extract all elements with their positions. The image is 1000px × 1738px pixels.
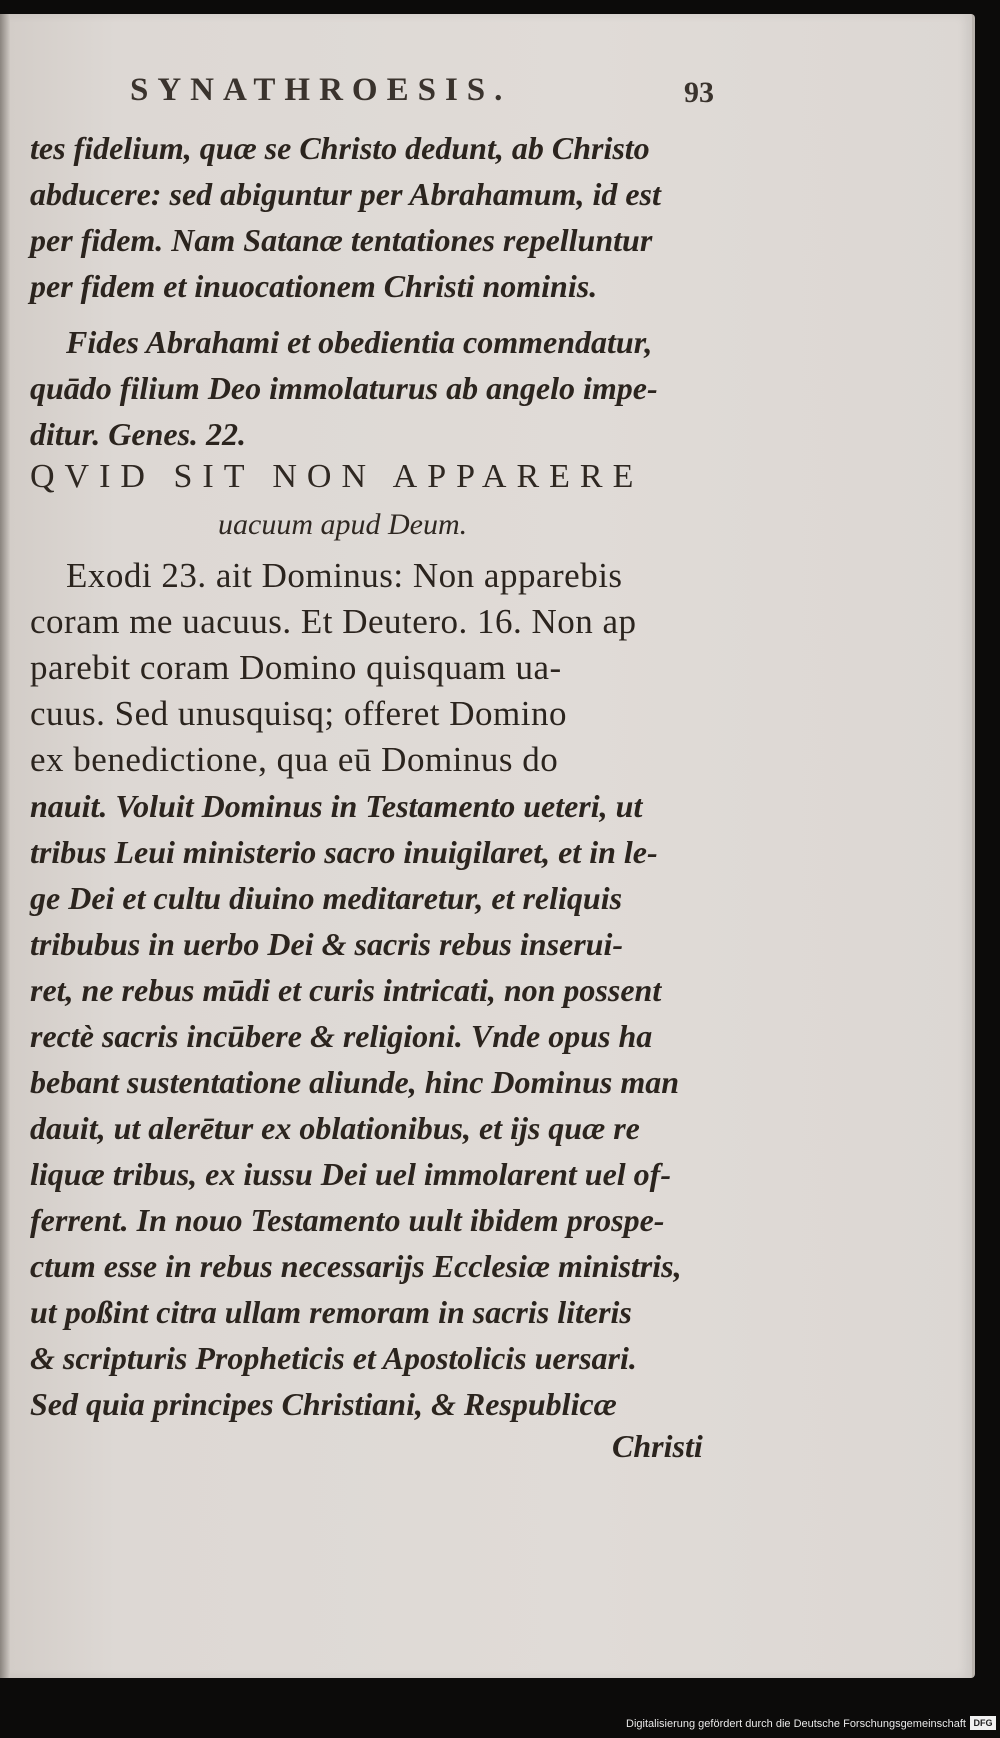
- page-gutter: [0, 14, 10, 1678]
- text-line: per fidem et inuocationem Christi nominis.: [30, 268, 598, 304]
- text-line: & scripturis Propheticis et Apostolicis uersari.: [30, 1340, 637, 1376]
- text-line: parebit coram Domino quisquam ua-: [30, 648, 562, 687]
- text-line: ut poßint citra ullam remoram in sacris literis: [30, 1294, 632, 1330]
- text-line: dauit, ut alerētur ex oblationibus, et ijs quæ re: [30, 1110, 640, 1146]
- text-line: cuus. Sed unusquisq; offeret Domino: [30, 694, 567, 733]
- funding-note: Digitalisierung gefördert durch die Deutsche Forschungsgemeinschaft: [626, 1718, 966, 1730]
- dfg-logo: DFG: [970, 1716, 996, 1730]
- text-line: Fides Abrahami et obedientia commendatur,: [66, 324, 653, 360]
- text-line: ctum esse in rebus necessarijs Ecclesiæ ministris,: [30, 1248, 682, 1284]
- running-head: SYNATHROESIS.: [130, 72, 512, 108]
- text-line: Sed quia principes Christiani, & Respublicæ: [30, 1386, 617, 1422]
- text-line: rectè sacris incūbere & religioni. Vnde opus ha: [30, 1018, 653, 1054]
- page-number: 93: [684, 76, 714, 109]
- text-line: per fidem. Nam Satanæ tentationes repelluntur: [30, 222, 653, 258]
- text-line: nauit. Voluit Dominus in Testamento ueteri, ut: [30, 788, 643, 824]
- text-line: tes fidelium, quæ se Christo dedunt, ab Christo: [30, 130, 650, 166]
- text-line: tribubus in uerbo Dei & sacris rebus inserui-: [30, 926, 624, 962]
- section-subheading: uacuum apud Deum.: [218, 508, 468, 541]
- text-line: ditur. Genes. 22.: [30, 416, 247, 452]
- text-line: liquæ tribus, ex iussu Dei uel immolarent uel of-: [30, 1156, 671, 1192]
- text-line: Exodi 23. ait Dominus: Non apparebis: [66, 556, 623, 595]
- text-line: bebant sustentatione aliunde, hinc Dominus man: [30, 1064, 680, 1100]
- catchword: Christi: [612, 1428, 703, 1464]
- text-line: coram me uacuus. Et Deutero. 16. Non ap: [30, 602, 637, 641]
- text-line: tribus Leui ministerio sacro inuigilaret, et in le-: [30, 834, 658, 870]
- text-line: ge Dei et cultu diuino meditaretur, et reliquis: [30, 880, 623, 916]
- section-heading: QVID SIT NON APPARERE: [30, 458, 644, 495]
- text-line: abducere: sed abiguntur per Abrahamum, id est: [30, 176, 661, 212]
- book-page: [0, 14, 975, 1678]
- text-line: ferrent. In nouo Testamento uult ibidem prospe-: [30, 1202, 665, 1238]
- text-line: ex benedictione, qua eū Dominus do: [30, 740, 559, 779]
- text-line: quādo filium Deo immolaturus ab angelo impe-: [30, 370, 658, 406]
- text-line: ret, ne rebus mūdi et curis intricati, non possent: [30, 972, 662, 1008]
